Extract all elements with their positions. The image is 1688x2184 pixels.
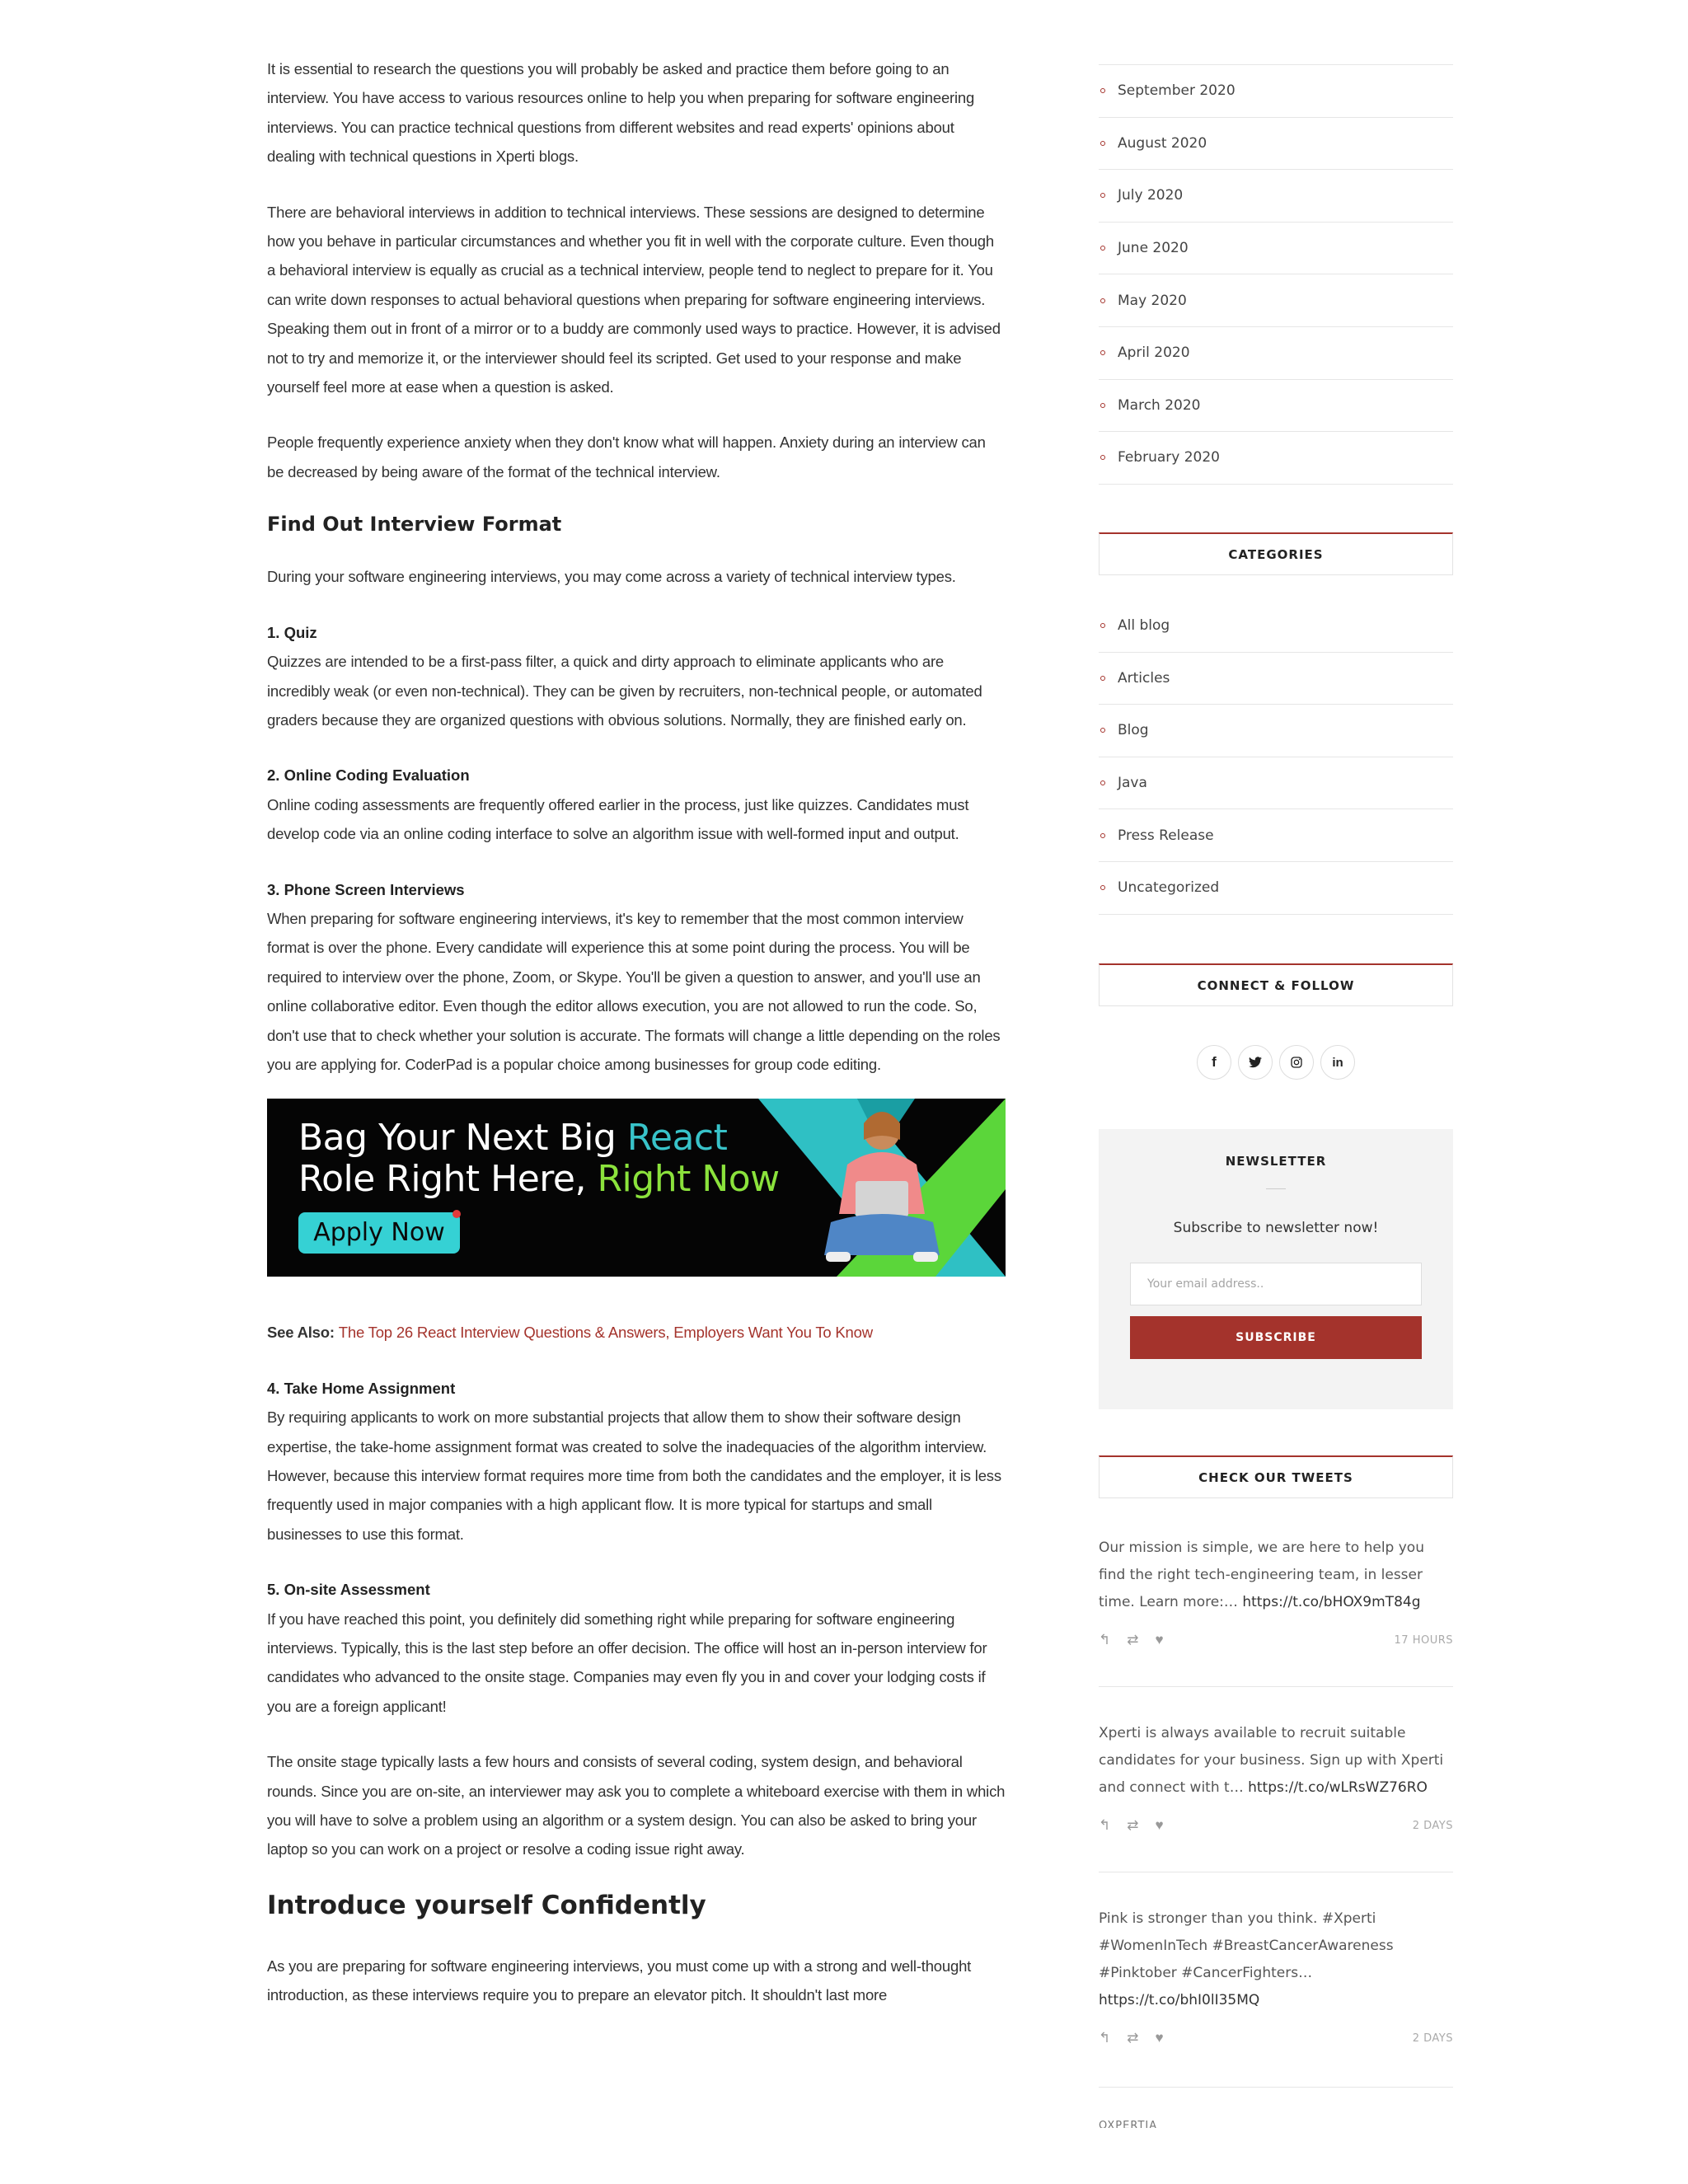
- bullet-icon: [1100, 623, 1105, 628]
- reply-icon[interactable]: ↰: [1099, 1632, 1111, 1647]
- tweet-actions: [1099, 1813, 1453, 1838]
- bullet-icon: [1100, 728, 1105, 733]
- category-item[interactable]: Java: [1099, 757, 1453, 810]
- tweet-item: [1099, 1720, 1453, 1872]
- category-item[interactable]: Press Release: [1099, 809, 1453, 862]
- section-heading: Introduce yourself Confidently: [267, 1890, 706, 1920]
- retweet-icon[interactable]: ⇄: [1127, 1817, 1139, 1833]
- see-also: See Also: The Top 26 React Interview Questions & Answers, Employers Want You To Know: [267, 1324, 873, 1342]
- categories-title: CATEGORIES: [1099, 532, 1453, 575]
- linkedin-icon[interactable]: in: [1320, 1045, 1355, 1080]
- interview-type-online: [267, 761, 1006, 848]
- subheading: 2. Online Coding Evaluation: [267, 766, 470, 785]
- tweet-actions: [1099, 1628, 1453, 1652]
- bullet-icon: [1100, 455, 1105, 460]
- bullet-icon: [1100, 193, 1105, 198]
- newsletter-title: NEWSLETTER: [1225, 1154, 1327, 1169]
- newsletter-subtitle: Subscribe to newsletter now!: [1173, 1220, 1379, 1236]
- bullet-icon: [1100, 833, 1105, 838]
- subheading: 1. Quiz: [267, 623, 317, 641]
- article-paragraph: By requiring applicants to work on more substantial projects that allow them to show their software design expertise, the take-home assignment format was created to solve the inadequacies of the algorithm interview. However, because this interview format requires more time from both the candidates and the employer, it is less frequently used in major companies with a high applicant flow. It is more typical for startups and small businesses to use this format.: [267, 1408, 1001, 1543]
- bullet-icon: [1100, 141, 1105, 146]
- archive-item[interactable]: June 2020: [1099, 223, 1453, 275]
- banner-headline-line2: Role Right Here, Right Now: [298, 1158, 780, 1201]
- tweet-actions: [1099, 2026, 1453, 2050]
- category-item[interactable]: Articles: [1099, 653, 1453, 705]
- email-field[interactable]: [1130, 1263, 1422, 1305]
- instagram-icon[interactable]: [1279, 1045, 1314, 1080]
- bullet-icon: [1100, 403, 1105, 408]
- tweets-title: CHECK OUR TWEETS: [1099, 1455, 1453, 1498]
- social-links: [1099, 1045, 1453, 1080]
- like-icon[interactable]: ♥: [1155, 1817, 1164, 1833]
- category-item[interactable]: All blog: [1099, 600, 1453, 653]
- connect-follow-title: CONNECT & FOLLOW: [1099, 963, 1453, 1006]
- subscribe-button[interactable]: SUBSCRIBE: [1130, 1316, 1422, 1359]
- subheading: 5. On-site Assessment: [267, 1581, 430, 1599]
- article-paragraph: During your software engineering interviews, you may come across a variety of technical interview types.: [267, 568, 956, 586]
- article-paragraph: There are behavioral interviews in addition to technical interviews. These sessions are designed to determine how you behave in particular circumstances and whether you fit in well with the corporate culture. Even though a behavioral interview is equally as crucial as a technical interview, people tend to neglect to prepare for it. You can write down responses to actual behavioral questions when preparing for software engineering interviews. Speaking them out in front of a mirror or to a buddy are commonly used ways to practice. However, it is advised not to try and memorize it, or the interviewer should feel its scripted. Get used to your response and make yourself feel more at ease when a question is asked.: [267, 203, 1001, 396]
- title-divider: [1266, 1188, 1286, 1189]
- article-paragraph: It is essential to research the questions you will probably be asked and practice them before going to an interview. You have access to various resources online to help you when preparing for software engineering interviews. You can practice technical questions from different websites and read experts' opinions about dealing with technical questions in Xperti blogs.: [267, 60, 975, 166]
- bullet-icon: [1100, 350, 1105, 355]
- facebook-icon[interactable]: f: [1197, 1045, 1231, 1080]
- banner-illustration: [758, 1099, 1006, 1277]
- tweet-text: Xperti is always available to recruit suitable candidates for your business. Sign up with Xperti and connect with t… https://t.co/wLRsWZ76RO: [1099, 1725, 1444, 1796]
- interview-type-onsite: [267, 1575, 1006, 1721]
- article-paragraph: Online coding assessments are frequently offered earlier in the process, just like quizzes. Candidates must develop code via an online coding interface to solve an algorithm issue with well-formed input and output.: [267, 795, 969, 843]
- tweet-link[interactable]: https://t.co/bHOX9mT84g: [1242, 1594, 1421, 1610]
- archive-item[interactable]: March 2020: [1099, 380, 1453, 433]
- see-also-link[interactable]: The Top 26 React Interview Questions & Answers, Employers Want You To Know: [338, 1324, 873, 1342]
- subheading: 4. Take Home Assignment: [267, 1379, 456, 1397]
- newsletter-widget: [1099, 1129, 1453, 1409]
- bullet-icon: [1100, 298, 1105, 303]
- bullet-icon: [1100, 88, 1105, 93]
- archives-list: [1099, 64, 1453, 485]
- category-item[interactable]: Uncategorized: [1099, 862, 1453, 915]
- bullet-icon: [1100, 780, 1105, 785]
- apply-now-button[interactable]: Apply Now: [298, 1212, 460, 1254]
- tweet-link[interactable]: https://t.co/bhI0lI35MQ: [1099, 1992, 1260, 2008]
- tweet-text: Our mission is simple, we are here to help you find the right tech-engineering team, in lesser time. Learn more:… https://t.co/bHOX9mT84g: [1099, 1540, 1424, 1610]
- tweet-time: 2 DAYS: [1412, 1819, 1453, 1832]
- retweet-icon[interactable]: ⇄: [1127, 1632, 1139, 1647]
- archive-item[interactable]: February 2020: [1099, 432, 1453, 485]
- article-paragraph: When preparing for software engineering interviews, it's key to remember that the most common interview format is over the phone. Every candidate will experience this at some point during the process. You will be required to interview over the phone, Zoom, or Skype. You'll be given a question to answer, and you'll use an online collaborative editor. Even though the editor allows execution, you are not allowed to run the code. So, don't use that to check whether your solution is accurate. The formats will change a little depending on the roles you are applying for. CoderPad is a popular choice among businesses for group code editing.: [267, 909, 1001, 1073]
- tweet-link[interactable]: https://t.co/wLRsWZ76RO: [1248, 1779, 1428, 1796]
- tweet-item: [1099, 1905, 1453, 2088]
- archive-item[interactable]: August 2020: [1099, 118, 1453, 171]
- subheading: 3. Phone Screen Interviews: [267, 880, 465, 898]
- react-job-banner[interactable]: [267, 1099, 1006, 1277]
- tweet-time: 2 DAYS: [1412, 2032, 1453, 2045]
- article-paragraph: If you have reached this point, you definitely did something right while preparing for software engineering interviews. Typically, this is the last step before an offer decision. The office will host an in-person interview for candidates who advanced to the onsite stage. Companies may even fly you in and cover your lodging costs if you are a foreign applicant!: [267, 1610, 987, 1715]
- article-body: [267, 54, 1006, 2010]
- retweet-icon[interactable]: ⇄: [1127, 2030, 1139, 2046]
- category-item[interactable]: Blog: [1099, 705, 1453, 757]
- article-paragraph: The onsite stage typically lasts a few hours and consists of several coding, system design, and behavioral rounds. Since you are on-site, an interviewer may ask you to complete a whiteboard exercise with them in which you will have to solve a problem using an algorithm or a system design. You can also be asked to bring your laptop so you can work on a project or resolve a coding issue right away.: [267, 1753, 1006, 1858]
- reply-icon[interactable]: ↰: [1099, 2030, 1111, 2046]
- bullet-icon: [1100, 885, 1105, 890]
- article-paragraph: As you are preparing for software engineering interviews, you must come up with a strong and well-thought introduction, as these interviews require you to prepare an elevator pitch. It shouldn't last more: [267, 1957, 972, 2004]
- interview-type-takehome: [267, 1374, 1006, 1549]
- reply-icon[interactable]: ↰: [1099, 1817, 1111, 1833]
- archive-item[interactable]: July 2020: [1099, 170, 1453, 223]
- bullet-icon: [1100, 676, 1105, 681]
- archive-item[interactable]: May 2020: [1099, 274, 1453, 327]
- article-paragraph: Quizzes are intended to be a first-pass filter, a quick and dirty approach to eliminate applicants who are incredibly weak (or even non-technical). They can be given by recruiters, non-technical people, or automated graders because they are organized questions with obvious solutions. Normally, they are finished early on.: [267, 653, 982, 729]
- tweet-item: [1099, 1535, 1453, 1687]
- banner-headline-line1: Bag Your Next Big React: [298, 1117, 728, 1160]
- like-icon[interactable]: ♥: [1155, 1632, 1164, 1647]
- bullet-icon: [1100, 246, 1105, 251]
- tweet-text: Pink is stronger than you think. #Xperti #WomenInTech #BreastCancerAwareness #Pinktober #CancerFighters… https://t.co/bhI0lI35MQ: [1099, 1910, 1394, 2008]
- archive-item[interactable]: April 2020: [1099, 327, 1453, 380]
- twitter-icon[interactable]: [1238, 1045, 1273, 1080]
- archive-item[interactable]: September 2020: [1099, 65, 1453, 118]
- like-icon[interactable]: ♥: [1155, 2030, 1164, 2046]
- categories-list: [1099, 600, 1453, 915]
- article-paragraph: People frequently experience anxiety when they don't know what will happen. Anxiety during an interview can be decreased by being aware of the format of the technical interview.: [267, 434, 986, 480]
- interview-type-phone: [267, 875, 1006, 1080]
- tweet-time: 17 HOURS: [1394, 1633, 1453, 1647]
- interview-type-quiz: [267, 618, 1006, 735]
- cut-off-widget-title: OXPERTIA: [1099, 2120, 1158, 2128]
- section-heading: Find Out Interview Format: [267, 513, 562, 537]
